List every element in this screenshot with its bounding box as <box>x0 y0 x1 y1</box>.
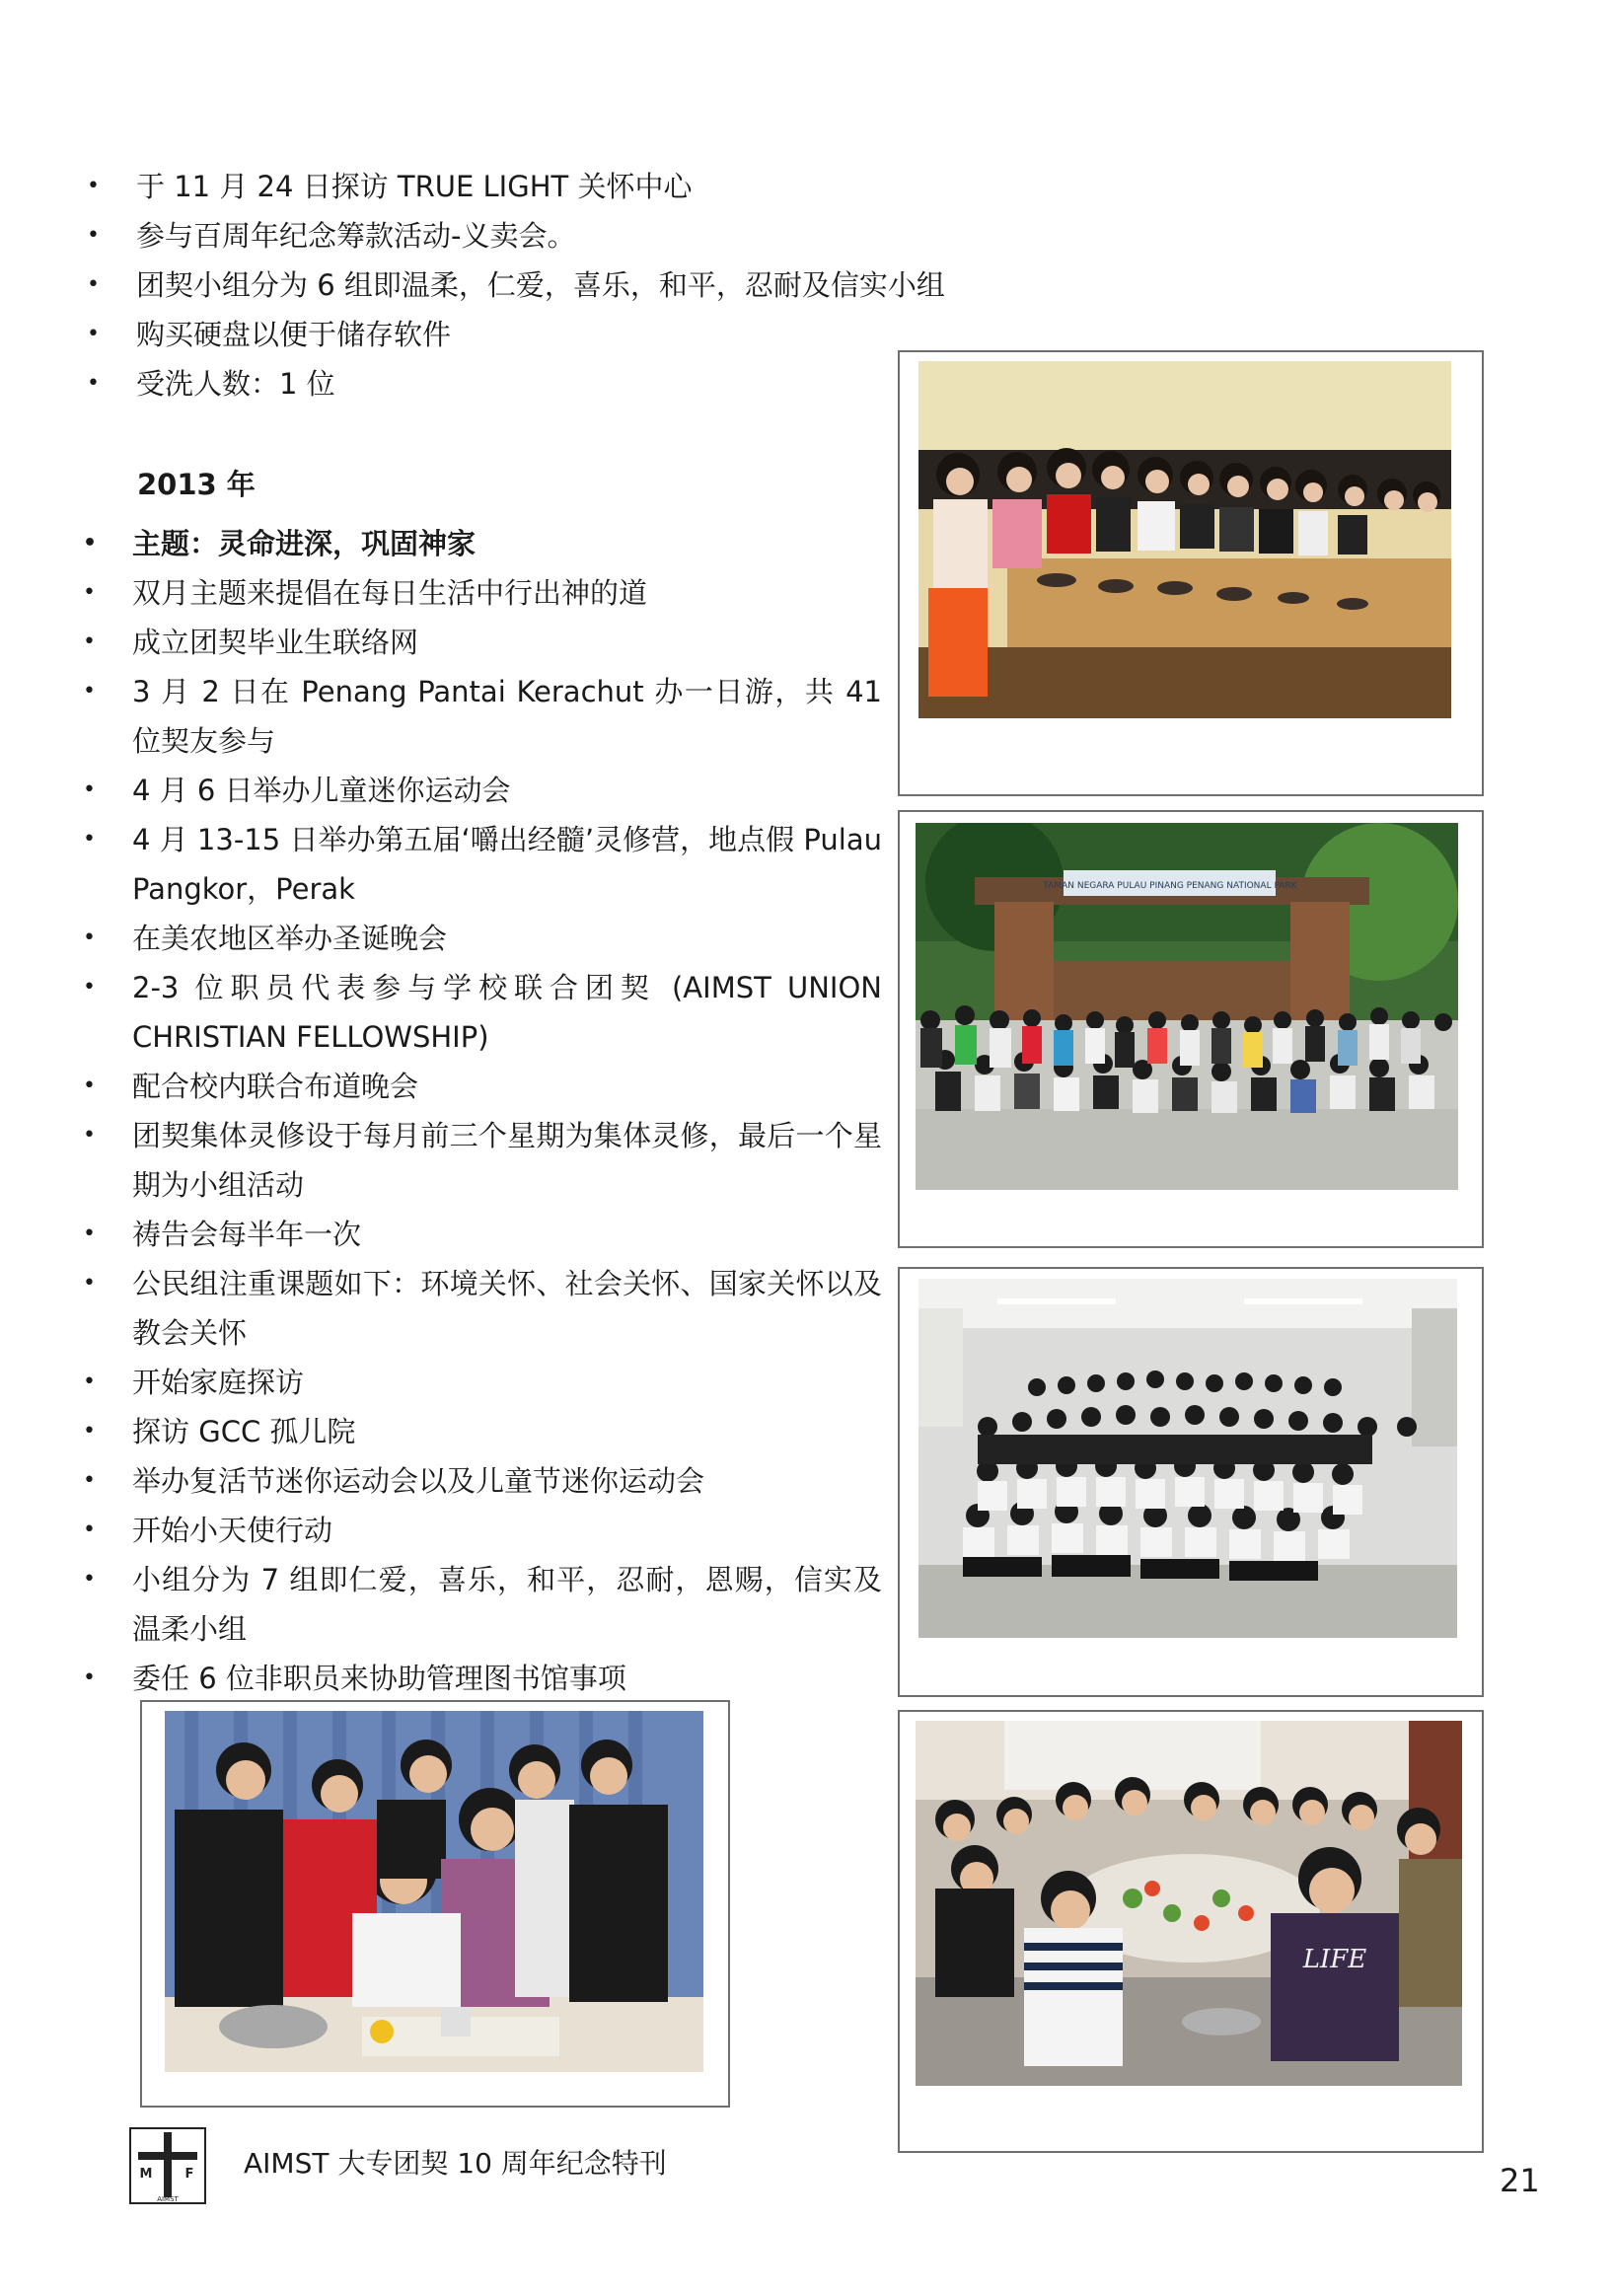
list-item <box>83 1111 882 1210</box>
list-item-text: 参与百周年纪念筹款活动-义卖会。 <box>136 219 576 253</box>
photo-park-group <box>916 823 1458 1190</box>
bullet-icon: • <box>83 926 96 950</box>
list-item-text: 祷告会每半年一次 <box>132 1218 362 1251</box>
list-item <box>83 667 882 766</box>
park-sign-text: TAMAN NEGARA PULAU PINANG PENANG NATIONAL PARK <box>1043 881 1297 891</box>
bullet-icon: • <box>83 1419 96 1444</box>
bullet-icon: • <box>87 322 100 346</box>
list-item <box>83 1259 882 1358</box>
bullet-icon: • <box>87 223 100 248</box>
bullet-icon: • <box>83 1123 96 1148</box>
bullet-icon: • <box>83 1567 96 1592</box>
list-item-text: 4 月 13-15 日举办第五届‘嚼出经髓’灵修营，地点假 Pulau Pangkor，Perak <box>132 823 882 906</box>
list-item-text: 在美农地区举办圣诞晚会 <box>132 922 448 955</box>
list-item-text: 探访 GCC 孤儿院 <box>132 1415 356 1448</box>
list-item-text: 3 月 2 日在 Penang Pantai Kerachut 办一日游，共 41 位契友参与 <box>132 675 882 758</box>
page-number: 21 <box>1500 2162 1540 2199</box>
bullet-icon: • <box>83 1370 96 1394</box>
list-item <box>83 1062 882 1111</box>
list-item <box>83 1456 882 1506</box>
list-item <box>83 519 882 568</box>
list-item-text: 4 月 6 日举办儿童迷你运动会 <box>132 774 511 807</box>
footer-publication-title: AIMST 大专团契 10 周年纪念特刊 <box>244 2147 667 2180</box>
shirt-life-text: LIFE <box>1302 1945 1367 1974</box>
photo-kitchen-group <box>165 1711 703 2072</box>
bullet-icon: • <box>87 371 100 396</box>
bullet-icon: • <box>83 1271 96 1296</box>
list-item <box>83 1506 882 1555</box>
list-item <box>83 766 882 815</box>
bullet-icon: • <box>83 827 96 852</box>
logo-letter-f: F <box>184 2167 194 2182</box>
bullet-icon: • <box>83 975 96 1000</box>
bullet-icon: • <box>87 174 100 198</box>
list-item <box>83 1358 882 1407</box>
photo-hall-group <box>918 1279 1457 1638</box>
cfm-logo <box>128 2126 207 2205</box>
photo-dining-group <box>916 1721 1462 2086</box>
bullet-icon: • <box>83 679 96 704</box>
list-item-text: 2-3 位职员代表参与学校联合团契 (AIMST UNION CHRISTIAN FELLOWSHIP) <box>132 971 882 1054</box>
list-item-text: 开始家庭探访 <box>132 1366 305 1399</box>
list-item <box>83 618 882 667</box>
list-item-text: 开始小天使行动 <box>132 1514 333 1547</box>
list-item-text: 主题：灵命进深，巩固神家 <box>132 527 477 560</box>
list-item <box>83 1555 882 1654</box>
list-item <box>87 162 1044 211</box>
list-item <box>83 1654 882 1703</box>
list-item <box>83 1407 882 1456</box>
list-item-text: 团契集体灵修设于每月前三个星期为集体灵修，最后一个星期为小组活动 <box>132 1119 882 1202</box>
list-item-text: 于 11 月 24 日探访 TRUE LIGHT 关怀中心 <box>136 170 693 203</box>
section-heading-2013: 2013 年 <box>137 468 256 501</box>
list-item <box>83 963 882 1062</box>
list-item-text: 小组分为 7 组即仁爱，喜乐，和平，忍耐，恩赐，信实及温柔小组 <box>132 1563 882 1646</box>
list-item-text: 举办复活节迷你运动会以及儿童节迷你运动会 <box>132 1464 705 1498</box>
list-item-text: 团契小组分为 6 组即温柔，仁爱，喜乐，和平，忍耐及信实小组 <box>136 268 945 302</box>
list-item-text: 公民组注重课题如下：环境关怀、社会关怀、国家关怀以及教会关怀 <box>132 1267 882 1350</box>
bullet-icon: • <box>83 1468 96 1493</box>
list-item-text: 购买硬盘以便于储存软件 <box>136 318 452 351</box>
bullet-icon: • <box>83 580 96 605</box>
list-item <box>83 815 882 914</box>
bullet-icon: • <box>83 1518 96 1542</box>
bullet-list-2013 <box>83 519 882 1703</box>
bullet-icon: • <box>83 1074 96 1098</box>
list-item <box>83 914 882 963</box>
list-item <box>87 211 1044 260</box>
bullet-icon: • <box>83 1222 96 1246</box>
photo-dinner-group <box>918 361 1451 718</box>
logo-aimst-text: AIMST <box>157 2195 179 2203</box>
bullet-icon: • <box>83 778 96 802</box>
list-item-text: 委任 6 位非职员来协助管理图书馆事项 <box>132 1662 626 1695</box>
list-item-text: 双月主题来提倡在每日生活中行出神的道 <box>132 576 648 610</box>
bullet-icon: • <box>83 1666 96 1690</box>
logo-letter-m: M <box>139 2167 153 2182</box>
list-item <box>83 1210 882 1259</box>
list-item <box>87 260 1044 310</box>
list-item-text: 受洗人数：1 位 <box>136 367 335 401</box>
list-item-text: 成立团契毕业生联络网 <box>132 626 419 659</box>
bullet-icon: • <box>87 272 100 297</box>
logo-letter-c: C <box>163 2135 173 2150</box>
bullet-icon: • <box>83 531 98 555</box>
list-item-text: 配合校内联合布道晚会 <box>132 1070 419 1103</box>
list-item <box>83 568 882 618</box>
bullet-icon: • <box>83 630 96 654</box>
